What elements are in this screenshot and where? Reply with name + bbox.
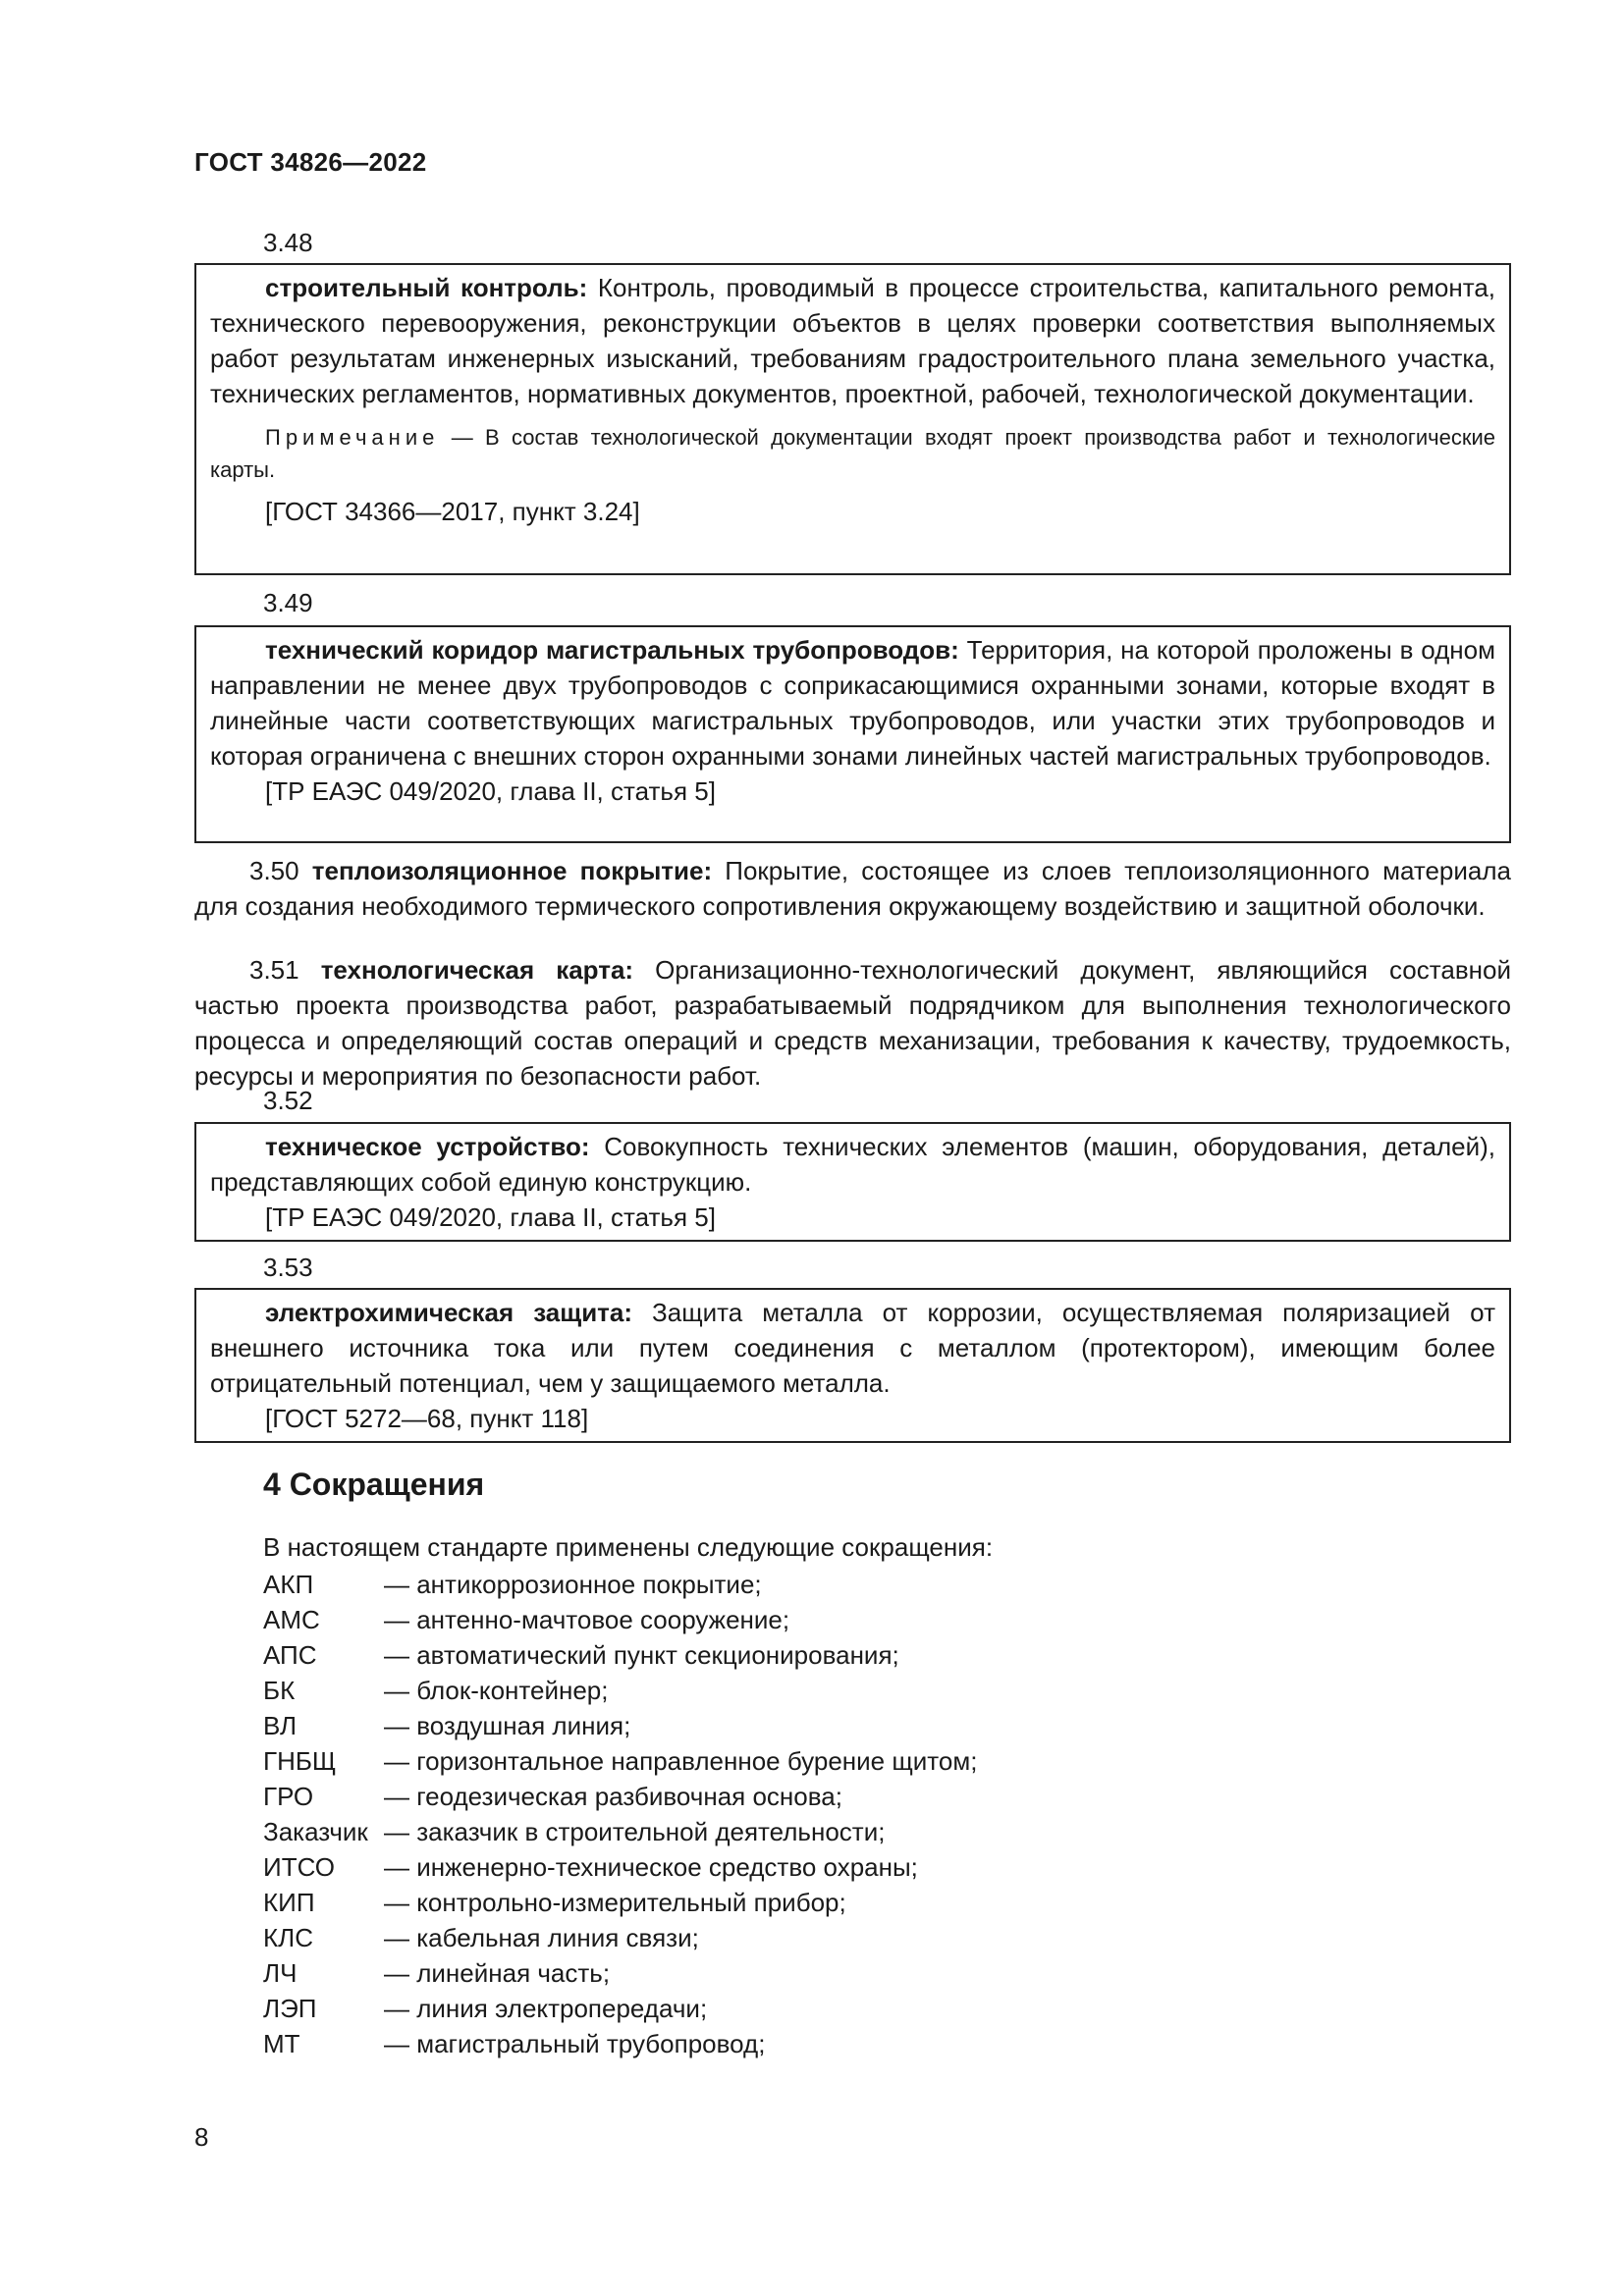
abbreviation-code: МТ: [263, 2029, 300, 2058]
note-text: — В состав технологической документации входят проект производства работ и технологические карты.: [210, 425, 1495, 482]
list-item: [263, 1673, 977, 1708]
list-item: [263, 1920, 977, 1955]
term-box: [194, 1122, 1511, 1242]
list-item: [263, 1743, 977, 1779]
abbreviation-code: ВЛ: [263, 1711, 298, 1740]
abbreviation-code: БК: [263, 1676, 296, 1705]
term-title: техническое устройство:: [265, 1132, 590, 1161]
note: [210, 421, 1495, 486]
term-definition: [210, 270, 1495, 411]
abbreviation-code: Заказчик: [263, 1817, 368, 1846]
definition-text: Контроль, проводимый в процессе строительства, капитального ремонта, технического перевооружения, реконструкции объектов в целях проверки соответствия выполняемых работ результатам инженерных изысканий, требованиям градостроительного плана земельного участка, технических регламентов, нормативных документов, проектной, рабочей, технологической документации.: [210, 273, 1496, 408]
term-title: теплоизоляционное покрытие:: [311, 856, 713, 885]
term-reference: [ГОСТ 34366—2017, пункт 3.24]: [265, 497, 640, 526]
page-number: 8: [194, 2122, 209, 2152]
abbreviation-code: КЛС: [263, 1923, 313, 1952]
definition-text: Территория, на которой проложены в одном направлении не менее двух трубопроводов с соприкасающимися охранными зонами, которые входят в линейные части соответствующих магистральных трубопроводов, или участки этих трубопроводов и которая ограничена с внешних сторон охранными зонами линейных частей магистральных трубопроводов.: [210, 635, 1495, 771]
list-item: [263, 1955, 977, 1991]
term-number: 3.53: [263, 1253, 313, 1282]
abbreviation-text: — автоматический пункт секционирования;: [384, 1640, 899, 1670]
abbreviation-text: — воздушная линия;: [384, 1711, 631, 1740]
definition-text: Защита металла от коррозии, осуществляемая поляризацией от внешнего источника тока или путем соединения с металлом (протектором), имеющим более отрицательный потенциал, чем у защищаемого металла.: [210, 1298, 1495, 1398]
abbreviation-text: — горизонтальное направленное бурение щитом;: [384, 1746, 978, 1776]
abbreviation-text: — линия электропередачи;: [384, 1994, 708, 2023]
list-item: [263, 1637, 977, 1673]
abbreviation-text: — линейная часть;: [384, 1958, 611, 1988]
term-box: [194, 263, 1511, 575]
definition-text: Организационно-технологический документ, являющийся составной частью проекта производства работ, разрабатываемый подрядчиком для выполнения технологического процесса и определяющий состав операций и средств механизации, требования к качеству, трудоемкость, ресурсы и мероприятия по безопасности работ.: [194, 955, 1511, 1091]
definition-text: Покрытие, состоящее из слоев теплоизоляционного материала для создания необходимого термического сопротивления окружающему воздействию и защитной оболочки.: [194, 856, 1511, 921]
term-reference: [ТР ЕАЭС 049/2020, глава II, статья 5]: [265, 1202, 716, 1232]
term-number: 3.51: [249, 955, 299, 985]
definition-text: Совокупность технических элементов (машин, оборудования, деталей), представляющих собой единую конструкцию.: [210, 1132, 1495, 1197]
abbreviation-text: — геодезическая разбивочная основа;: [384, 1782, 842, 1811]
term-reference: [ТР ЕАЭС 049/2020, глава II, статья 5]: [265, 776, 716, 806]
term-number: 3.49: [263, 588, 313, 617]
term-reference: [ГОСТ 5272—68, пункт 118]: [265, 1404, 589, 1433]
note-label: Примечание: [265, 425, 440, 450]
abbreviation-code: ГРО: [263, 1782, 314, 1811]
abbreviation-code: КИП: [263, 1888, 315, 1917]
list-item: [263, 1991, 977, 2026]
abbreviation-text: — заказчик в строительной деятельности;: [384, 1817, 886, 1846]
abbreviation-code: АМС: [263, 1605, 320, 1634]
term-box: [194, 1288, 1511, 1443]
document-header: ГОСТ 34826—2022: [194, 147, 427, 177]
list-item: [263, 1567, 977, 1602]
list-item: [263, 2026, 977, 2061]
abbreviation-text: — контрольно-измерительный прибор;: [384, 1888, 846, 1917]
term-definition: [210, 632, 1495, 774]
list-item: [263, 1849, 977, 1885]
abbreviation-code: АПС: [263, 1640, 317, 1670]
section-title: 4 Сокращения: [263, 1467, 485, 1502]
term-definition: [210, 1295, 1495, 1401]
term-number: 3.48: [263, 228, 313, 257]
list-item: [263, 1779, 977, 1814]
term-title: технический коридор магистральных трубопроводов:: [265, 635, 959, 665]
abbreviation-text: — инженерно-техническое средство охраны;: [384, 1852, 918, 1882]
term-number: 3.52: [263, 1086, 313, 1115]
term-definition: [194, 952, 1511, 1094]
list-item: [263, 1708, 977, 1743]
list-item: [263, 1602, 977, 1637]
abbreviation-code: ЛЧ: [263, 1958, 298, 1988]
abbreviation-list: [263, 1567, 977, 2061]
abbreviation-text: — магистральный трубопровод;: [384, 2029, 766, 2058]
abbreviation-text: — блок-контейнер;: [384, 1676, 609, 1705]
list-item: [263, 1885, 977, 1920]
term-title: электрохимическая защита:: [265, 1298, 633, 1327]
abbreviation-code: ИТСО: [263, 1852, 335, 1882]
abbreviation-text: — кабельная линия связи;: [384, 1923, 699, 1952]
term-paragraph: [194, 952, 1511, 1094]
abbreviation-code: АКП: [263, 1570, 314, 1599]
abbreviation-code: ГНБЩ: [263, 1746, 337, 1776]
term-number: 3.50: [249, 856, 299, 885]
abbreviation-text: — антенно-мачтовое сооружение;: [384, 1605, 790, 1634]
term-definition: [194, 853, 1511, 924]
abbreviation-text: — антикоррозионное покрытие;: [384, 1570, 762, 1599]
term-box: [194, 625, 1511, 843]
term-definition: [210, 1129, 1495, 1200]
term-title: технологическая карта:: [320, 955, 634, 985]
term-title: строительный контроль:: [265, 273, 588, 302]
term-paragraph: [194, 853, 1511, 924]
list-item: [263, 1814, 977, 1849]
abbreviation-code: ЛЭП: [263, 1994, 317, 2023]
section-intro: В настоящем стандарте применены следующие сокращения:: [263, 1532, 994, 1562]
